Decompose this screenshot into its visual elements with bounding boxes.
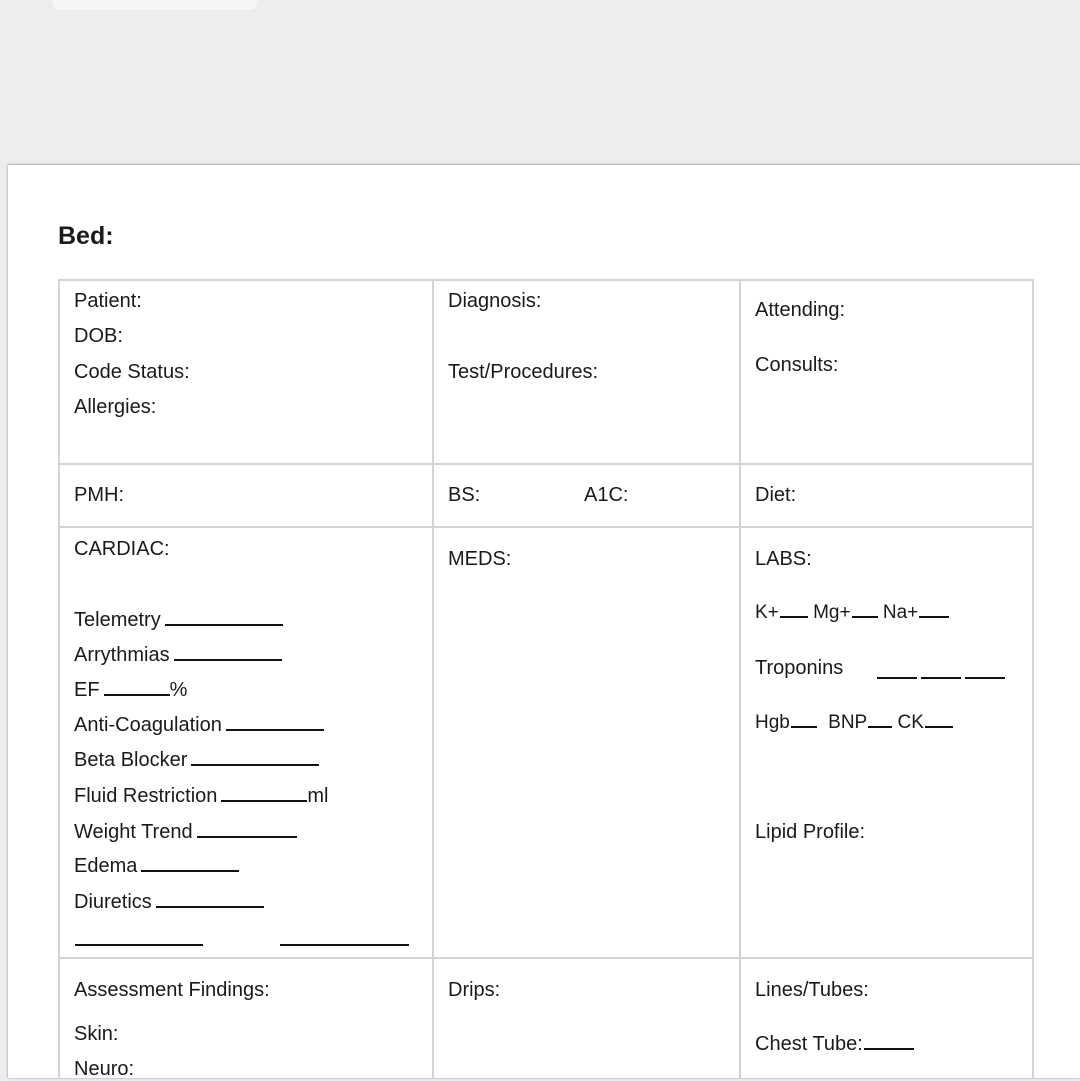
chest-tube-blank (864, 1047, 914, 1050)
hgb-blank (791, 725, 817, 728)
fluid-restriction-ml: ml (307, 785, 329, 807)
troponins-blank-3 (965, 677, 1005, 679)
table-border-left (58, 279, 60, 1078)
weight-trend-blank (197, 835, 297, 838)
table-border-top (58, 279, 1034, 281)
row-divider-1 (58, 463, 1034, 465)
arrythmias-label: Arrythmias (74, 644, 170, 666)
edema-field (74, 855, 239, 878)
anticoagulation-field (74, 714, 324, 737)
fluid-restriction-blank (221, 799, 307, 802)
magnesium-label: Mg+ (813, 602, 851, 623)
allergies-label: Allergies: (74, 396, 157, 418)
edema-blank (141, 869, 239, 872)
telemetry-blank (165, 623, 283, 626)
table-border-right (1032, 279, 1034, 1078)
column-divider-2 (739, 279, 741, 1078)
ef-percent: % (169, 679, 188, 701)
pmh-label: PMH: (74, 484, 124, 506)
row-divider-3 (58, 957, 1034, 959)
troponins-label: Troponins (755, 657, 844, 679)
ck-label: CK (897, 712, 924, 733)
diagnosis-label: Diagnosis: (448, 290, 542, 312)
hgb-label: Hgb (755, 712, 790, 733)
sodium-blank (919, 615, 949, 618)
bs-label: BS: (448, 484, 481, 506)
cbc-field (755, 712, 953, 734)
bed-label: Bed: (58, 222, 114, 250)
labs-title: LABS: (755, 548, 812, 570)
ef-blank (104, 693, 170, 696)
top-tab-shape (52, 0, 258, 10)
troponins-blank-1 (877, 677, 917, 679)
code-status-label: Code Status: (74, 361, 190, 383)
cardiac-title: CARDIAC: (74, 538, 170, 560)
extra-blank-left (75, 944, 203, 946)
chest-tube-field (755, 1033, 914, 1056)
beta-blocker-field (74, 749, 319, 772)
anticoagulation-blank (226, 728, 324, 731)
consults-label: Consults: (755, 354, 839, 376)
neuro-label: Neuro: (74, 1058, 135, 1080)
diuretics-label: Diuretics (74, 891, 152, 913)
lines-tubes-label: Lines/Tubes: (755, 979, 869, 1001)
assessment-findings-label: Assessment Findings: (74, 979, 270, 1001)
telemetry-field (74, 609, 283, 632)
potassium-blank (780, 615, 808, 618)
drips-label: Drips: (448, 979, 501, 1001)
arrythmias-blank (174, 658, 282, 661)
lipid-profile-label: Lipid Profile: (755, 821, 866, 843)
attending-label: Attending: (755, 299, 846, 321)
weight-trend-field (74, 821, 297, 844)
ck-blank (925, 725, 953, 728)
diuretics-field (74, 891, 264, 914)
a1c-label: A1C: (584, 484, 629, 506)
fluid-restriction-label: Fluid Restriction (74, 785, 218, 807)
meds-title: MEDS: (448, 548, 512, 570)
skin-label: Skin: (74, 1023, 119, 1045)
anticoagulation-label: Anti-Coagulation (74, 714, 222, 736)
edema-label: Edema (74, 855, 138, 877)
ef-field (74, 679, 187, 702)
weight-trend-label: Weight Trend (74, 821, 193, 843)
electrolytes-field (755, 602, 949, 624)
patient-label: Patient: (74, 290, 142, 312)
telemetry-label: Telemetry (74, 609, 161, 631)
beta-blocker-label: Beta Blocker (74, 749, 188, 771)
sodium-label: Na+ (882, 602, 919, 623)
fluid-restriction-field (74, 785, 329, 808)
row-divider-2 (58, 526, 1034, 528)
magnesium-blank (852, 615, 878, 618)
extra-blank-right (280, 944, 409, 946)
potassium-label: K+ (755, 602, 779, 623)
troponins-blank-2 (921, 677, 961, 679)
chest-tube-label: Chest Tube: (755, 1033, 863, 1055)
ef-label: EF (74, 679, 100, 701)
dob-label: DOB: (74, 325, 123, 347)
diuretics-blank (156, 905, 264, 908)
arrythmias-field (74, 644, 282, 667)
bnp-label: BNP (828, 712, 868, 733)
column-divider-1 (432, 279, 434, 1078)
bnp-blank (868, 725, 892, 728)
diet-label: Diet: (755, 484, 797, 506)
beta-blocker-blank (191, 763, 319, 766)
tests-procedures-label: Test/Procedures: (448, 361, 599, 383)
